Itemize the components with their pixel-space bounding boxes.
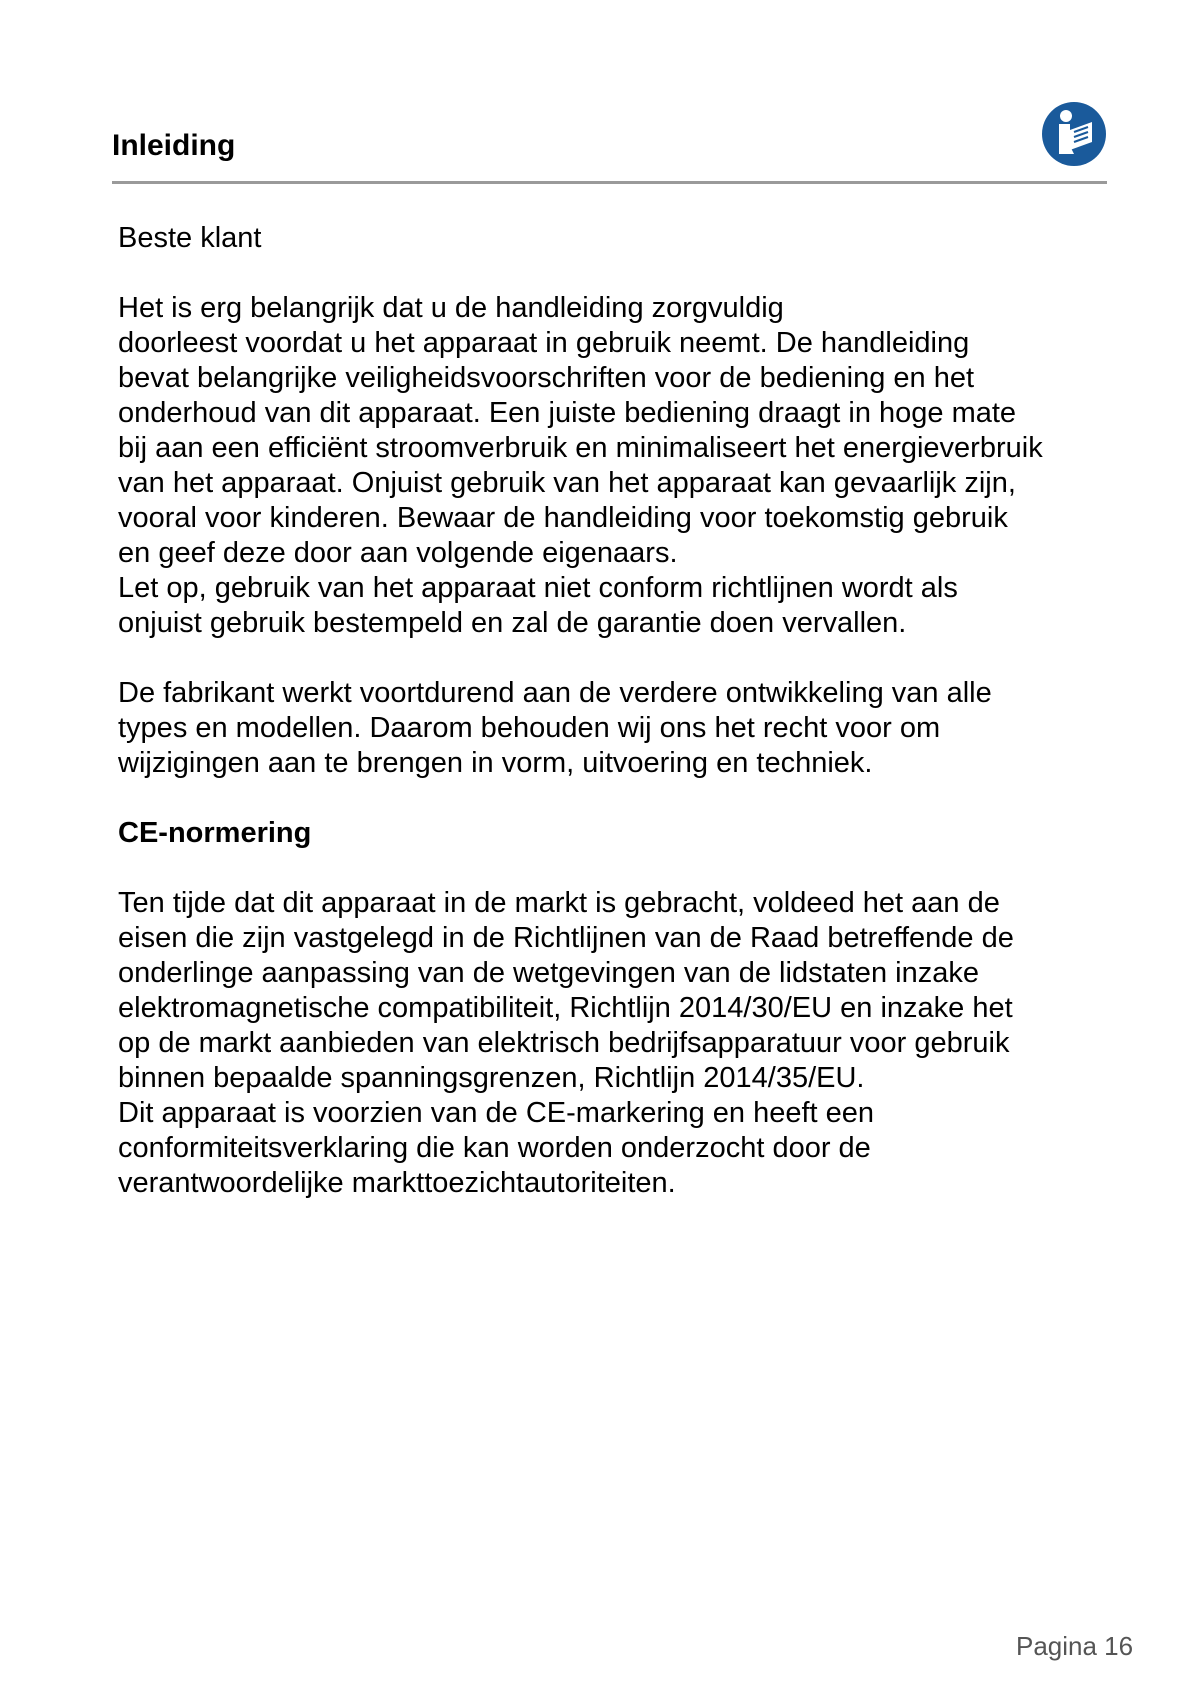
ce-line: elektromagnetische compatibiliteit, Richtlijn 2014/30/EU en inzake het (118, 992, 1013, 1024)
ce-line: binnen bepaalde spanningsgrenzen, Richtlijn 2014/35/EU. (118, 1062, 865, 1094)
header-divider (112, 181, 1107, 184)
intro-line: onjuist gebruik bestempeld en zal de garantie doen vervallen. (118, 607, 907, 639)
page-number: Pagina 16 (1016, 1631, 1134, 1661)
ce-line: Dit apparaat is voorzien van de CE-markering en heeft een (118, 1097, 875, 1129)
ce-line: eisen die zijn vastgelegd in de Richtlijnen van de Raad betreffende de (118, 922, 1014, 954)
manufacturer-paragraph (118, 676, 1128, 781)
intro-line: bij aan een efficiënt stroomverbruik en minimaliseert het energieverbruik (118, 432, 1043, 464)
manufacturer-line: types en modellen. Daarom behouden wij ons het recht voor om (118, 712, 941, 744)
ce-line: onderlinge aanpassing van de wetgevingen van de lidstaten inzake (118, 957, 979, 989)
intro-line: bevat belangrijke veiligheidsvoorschriften voor de bediening en het (118, 362, 975, 394)
intro-line: vooral voor kinderen. Bewaar de handleiding voor toekomstig gebruik (118, 502, 1008, 534)
greeting: Beste klant (118, 222, 262, 254)
intro-line: Let op, gebruik van het apparaat niet conform richtlijnen wordt als (118, 572, 958, 604)
intro-line: en geef deze door aan volgende eigenaars. (118, 537, 678, 569)
document-body (118, 221, 1128, 1201)
ce-line: op de markt aanbieden van elektrisch bedrijfsapparatuur voor gebruik (118, 1027, 1010, 1059)
intro-line: van het apparaat. Onjuist gebruik van het apparaat kan gevaarlijk zijn, (118, 467, 1016, 499)
intro-line: Het is erg belangrijk dat u de handleiding zorgvuldig (118, 292, 784, 324)
ce-paragraph (118, 886, 1128, 1201)
ce-section-title: CE-normering (118, 817, 312, 849)
ce-line: Ten tijde dat dit apparaat in de markt is gebracht, voldeed het aan de (118, 887, 1000, 919)
page-title: Inleiding (112, 129, 236, 162)
read-manual-icon (1040, 100, 1108, 168)
ce-line: verantwoordelijke markttoezichtautoriteiten. (118, 1167, 676, 1199)
ce-line: conformiteitsverklaring die kan worden onderzocht door de (118, 1132, 871, 1164)
intro-paragraph (118, 291, 1128, 641)
intro-line: onderhoud van dit apparaat. Een juiste bediening draagt in hoge mate (118, 397, 1017, 429)
intro-line: doorleest voordat u het apparaat in gebruik neemt. De handleiding (118, 327, 970, 359)
manufacturer-line: De fabrikant werkt voortdurend aan de verdere ontwikkeling van alle (118, 677, 992, 709)
manufacturer-line: wijzigingen aan te brengen in vorm, uitvoering en techniek. (118, 747, 873, 779)
